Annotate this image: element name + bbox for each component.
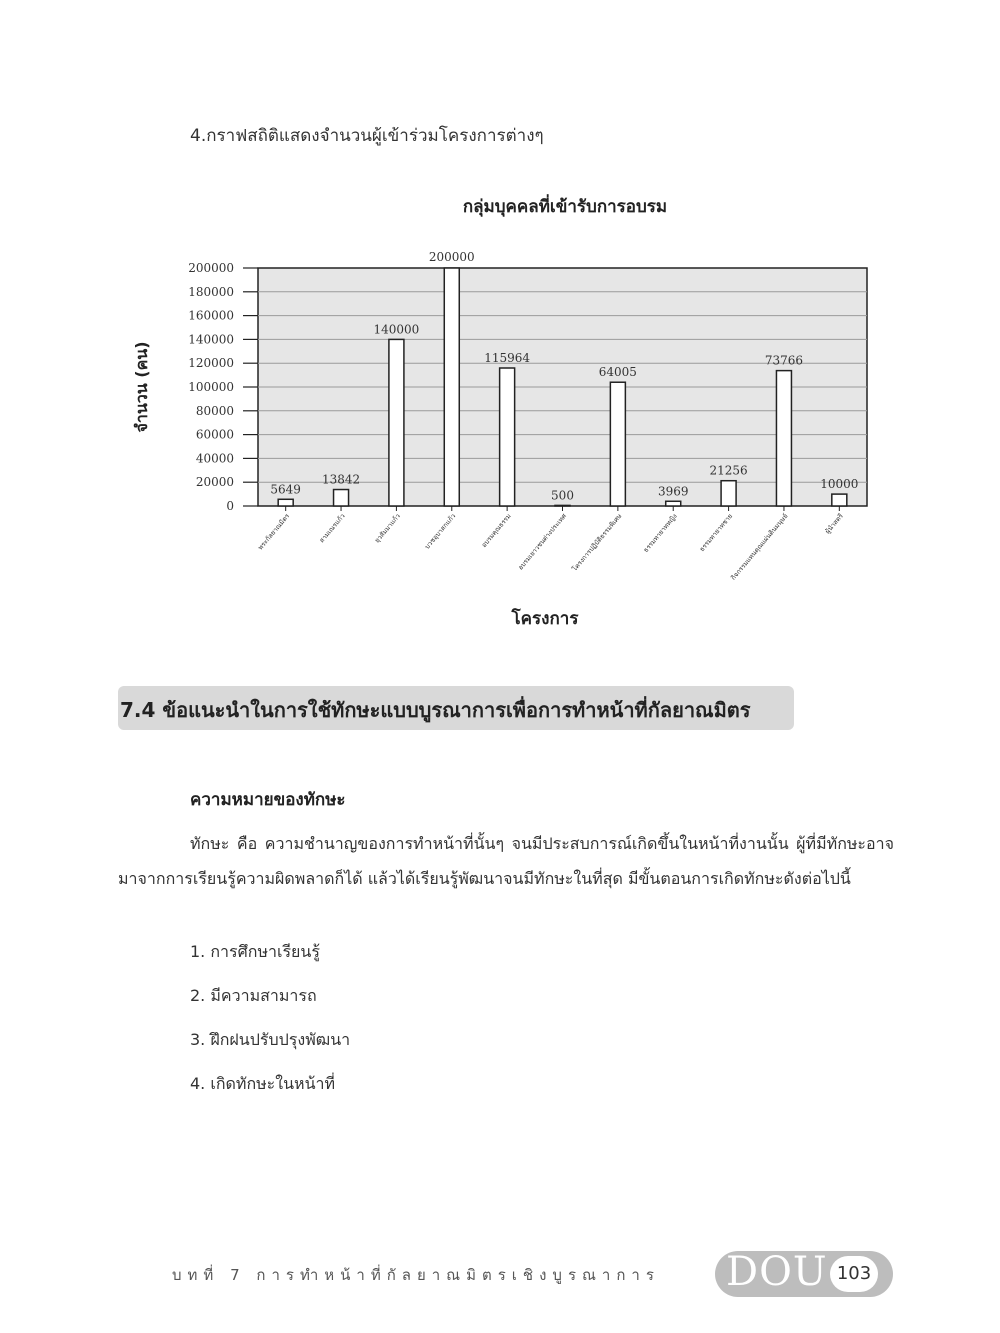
bar: [500, 368, 515, 506]
bar: [610, 382, 625, 506]
x-tick-label: โครงการปฏิบัติธรรมพิเศษ: [570, 512, 624, 573]
x-tick-label: ผู้นำสตรี: [823, 512, 845, 536]
x-tick-label: บวชอุบาสกแก้ว: [423, 512, 458, 551]
list-item: 2. มีความสามารถ: [190, 986, 317, 1005]
list-item: 3. ฝึกฝนปรับปรุงพัฒนา: [190, 1030, 351, 1049]
bar: [776, 371, 791, 506]
bar-data-label: 73766: [764, 353, 804, 368]
bar-data-label: 5649: [270, 482, 301, 497]
x-tick-label: อบรมเยาวชนต่างประเทศ: [516, 512, 569, 572]
x-tick-label: ยุวสัมมาแก้ว: [373, 512, 402, 545]
footer-chapter-title: บทที่ 7 การทำหน้าที่กัลยาณมิตรเชิงบูรณาการ: [172, 1266, 660, 1284]
bar: [389, 339, 404, 506]
bar-data-label: 3969: [657, 484, 689, 499]
x-tick-label: ธรรมทายาทชาย: [697, 512, 735, 554]
page-number: 103: [830, 1256, 878, 1292]
bar: [832, 494, 847, 506]
y-tick-label: 120000: [188, 356, 234, 371]
y-tick-label: 180000: [188, 284, 234, 299]
bar: [555, 505, 570, 506]
y-tick-label: 100000: [188, 380, 234, 394]
list-item: 1. การศึกษาเรียนรู้: [190, 942, 320, 961]
bar-chart: [0, 180, 1000, 650]
bar: [334, 490, 349, 506]
y-tick-label: 60000: [195, 427, 234, 442]
x-tick-label: ธรรมทายาทหญิง: [641, 512, 679, 554]
bar-data-label: 115964: [484, 351, 531, 366]
brand-logo: DOU: [726, 1249, 828, 1295]
x-tick-label: กิจกรรมแทนคุณแผ่นดินมนุษย์: [729, 512, 790, 582]
bar-data-label: 500: [551, 488, 574, 503]
bar-data-label: 21256: [709, 463, 748, 478]
bar-data-label: 200000: [428, 250, 475, 264]
x-tick-label: พระกัลยาณมิตร: [256, 512, 292, 552]
y-tick-label: 40000: [195, 451, 234, 466]
bar: [666, 501, 681, 506]
list-item: 4. เกิดทักษะในหน้าที่: [190, 1074, 336, 1093]
body-paragraph: ทักษะ คือ ความชำนาญของการทำหน้าที่นั้นๆ จนมีประสบการณ์เกิดขึ้นในหน้าที่งานนั้น ผู้ที่มีทักษะอาจมาจากการเรียนรู้ความผิดพลาดก็ได้ แล้วได้เรียนรู้พัฒนาจนมีทักษะในที่สุด มีขั้นตอนการเกิดทักษะดังต่อไปนี้: [118, 834, 894, 888]
y-tick-label: 160000: [188, 308, 234, 323]
y-tick-label: 200000: [188, 261, 234, 275]
y-tick-label: 140000: [188, 332, 234, 347]
bar: [721, 481, 736, 506]
y-axis-title: จำนวน (คน): [132, 341, 151, 433]
x-tick-label: สามเณรแก้ว: [317, 512, 347, 545]
y-tick-label: 0: [226, 499, 234, 513]
bar-data-label: 13842: [321, 472, 361, 487]
subheading: ความหมายของทักษะ: [190, 790, 346, 810]
bar-data-label: 10000: [820, 477, 859, 492]
bar: [444, 268, 459, 506]
chart-title: กลุ่มบุคคลที่เข้ารับการอบรม: [462, 197, 668, 217]
bar: [278, 499, 293, 506]
steps-list: [190, 940, 350, 1116]
section-title: 7.4 ข้อแนะนำในการใช้ทักษะแบบบูรณาการเพื่อการทำหน้าที่กัลยาณมิตร: [120, 698, 751, 722]
y-tick-label: 20000: [195, 475, 234, 490]
y-tick-label: 80000: [195, 403, 234, 418]
bar-data-label: 140000: [373, 322, 420, 337]
x-axis-title: โครงการ: [511, 609, 579, 629]
x-tick-label: อบรมคุณธรรม: [479, 512, 513, 550]
figure-caption: 4.กราฟสถิติแสดงจำนวนผู้เข้าร่วมโครงการต่างๆ: [190, 126, 544, 146]
bar-data-label: 64005: [598, 365, 637, 380]
